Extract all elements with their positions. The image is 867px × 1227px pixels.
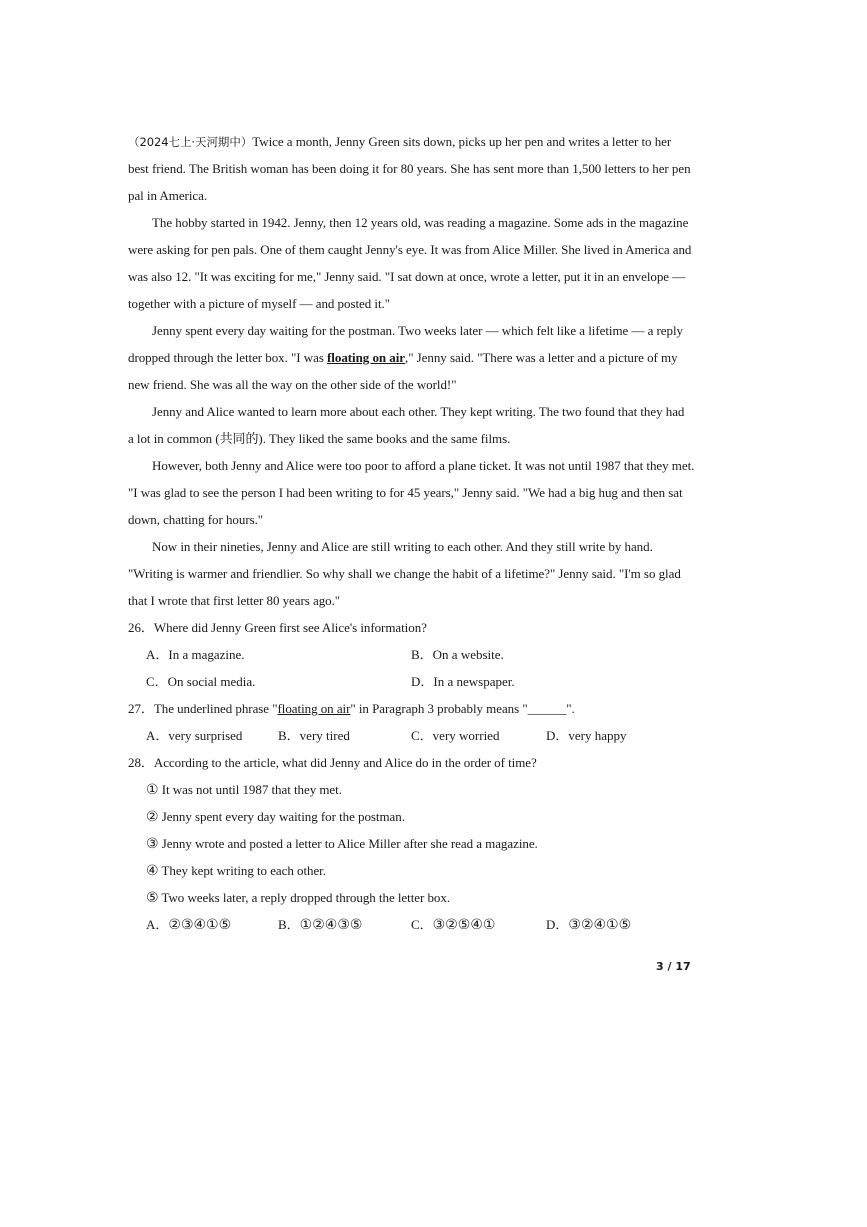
event-item: ④ They kept writing to each other. (146, 863, 326, 879)
event-item: ① It was not until 1987 that they met. (146, 782, 342, 798)
passage-line: "I was glad to see the person I had been writing to for 45 years," Jenny said. "We had a big hug and then sat (128, 485, 683, 500)
event-item: ⑤ Two weeks later, a reply dropped through the letter box. (146, 890, 451, 906)
underlined-phrase: floating on air (327, 350, 406, 365)
option-b[interactable]: B．very tired (278, 728, 350, 743)
passage-line: （2024七上·天河期中）Twice a month, Jenny Green sits down, picks up her pen and writes a letter to her (128, 134, 672, 149)
item-number: ⑤ (146, 890, 159, 906)
passage-line: "Writing is warmer and friendlier. So why shall we change the habit of a lifetime?" Jenny said. "I'm so glad (128, 566, 681, 581)
passage-line: new friend. She was all the way on the other side of the world!" (128, 377, 457, 392)
passage-line: that I wrote that first letter 80 years ago." (128, 593, 341, 608)
option-a[interactable]: A．In a magazine. (146, 647, 245, 662)
underlined-phrase: floating on air (277, 701, 351, 716)
question-27 (128, 695, 698, 749)
question-28 (128, 749, 698, 938)
option-row (128, 668, 698, 695)
option-c[interactable]: C．very worried (411, 728, 500, 743)
passage-line: pal in America. (128, 188, 208, 203)
option-row (128, 911, 698, 938)
passage-line: was also 12. "It was exciting for me," Jenny said. "I sat down at once, wrote a letter, put it in an envelope — (128, 269, 686, 284)
page-number: 3 / 17 (656, 960, 691, 973)
option-c[interactable]: C．③②⑤④① (411, 917, 496, 933)
passage-line: The hobby started in 1942. Jenny, then 12 years old, was reading a magazine. Some ads in the magazine (152, 215, 689, 230)
item-number: ① (146, 782, 159, 798)
passage-line: were asking for pen pals. One of them caught Jenny's eye. It was from Alice Miller. She lived in America and (128, 242, 692, 257)
option-b[interactable]: B．On a website. (411, 647, 504, 662)
passage-line: Jenny and Alice wanted to learn more about each other. They kept writing. The two found that they had (152, 404, 685, 419)
passage-line: best friend. The British woman has been doing it for 80 years. She has sent more than 1,500 letters to her pen (128, 161, 691, 176)
option-a[interactable]: A．very surprised (146, 728, 243, 743)
passage-line: down, chatting for hours." (128, 512, 264, 527)
passage-line: dropped through the letter box. "I was floating on air," Jenny said. "There was a letter and a picture of my (128, 350, 678, 365)
passage (128, 128, 698, 614)
option-row (128, 641, 698, 668)
passage-line: Jenny spent every day waiting for the postman. Two weeks later — which felt like a lifetime — a reply (152, 323, 683, 338)
passage-line: Now in their nineties, Jenny and Alice are still writing to each other. And they still write by hand. (152, 539, 653, 554)
reading-section (128, 128, 698, 938)
item-number: ③ (146, 836, 159, 852)
item-number: ④ (146, 863, 159, 879)
passage-line: together with a picture of myself — and posted it." (128, 296, 390, 311)
option-b[interactable]: B．①②④③⑤ (278, 917, 363, 933)
item-number: ② (146, 809, 159, 825)
question-stem: 28．According to the article, what did Jenny and Alice do in the order of time? (128, 755, 537, 770)
option-a[interactable]: A．②③④①⑤ (146, 917, 232, 933)
option-row (128, 722, 698, 749)
option-c[interactable]: C．On social media. (146, 674, 256, 689)
option-d[interactable]: D．In a newspaper. (411, 674, 515, 689)
passage-line: However, both Jenny and Alice were too poor to afford a plane ticket. It was not until 1987 that they met. (152, 458, 695, 473)
question-stem: 27．The underlined phrase "floating on air" in Paragraph 3 probably means "______". (128, 701, 575, 716)
question-stem: 26．Where did Jenny Green first see Alice's information? (128, 620, 427, 635)
source-tag: （2024七上·天河期中） (128, 135, 253, 149)
event-item: ② Jenny spent every day waiting for the postman. (146, 809, 405, 825)
option-d[interactable]: D．very happy (546, 728, 627, 743)
event-item: ③ Jenny wrote and posted a letter to Alice Miller after she read a magazine. (146, 836, 538, 852)
passage-line: a lot in common (共同的). They liked the same books and the same films. (128, 431, 511, 446)
option-d[interactable]: D．③②④①⑤ (546, 917, 632, 933)
question-26 (128, 614, 698, 695)
